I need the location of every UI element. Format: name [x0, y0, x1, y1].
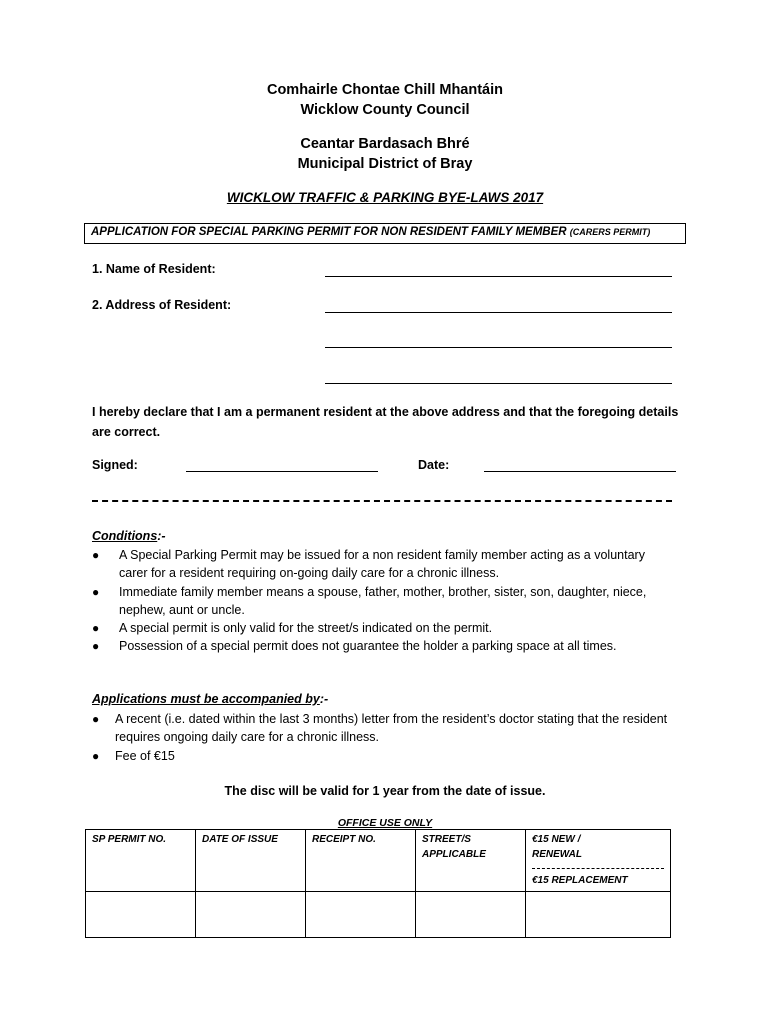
- fee-divider: [532, 868, 664, 869]
- validity-statement: The disc will be valid for 1 year from the date of issue.: [224, 784, 546, 798]
- bullet-icon: ●: [92, 748, 100, 763]
- table-row: [86, 892, 671, 938]
- receipt-no-cell[interactable]: [306, 892, 416, 938]
- resident-address-field-3[interactable]: [325, 383, 672, 384]
- date-of-issue-cell[interactable]: [196, 892, 306, 938]
- council-name-english: Wicklow County Council: [300, 102, 470, 118]
- condition-text: Immediate family member means a spouse, father, mother, brother, sister, son, daughter, niece, nephew, aunt or uncle.: [119, 584, 647, 617]
- conditions-heading: [92, 529, 166, 543]
- resident-address-field-2[interactable]: [325, 347, 672, 348]
- column-header: RECEIPT NO.: [306, 830, 416, 892]
- council-header: [0, 80, 770, 174]
- resident-address-field-1[interactable]: [325, 312, 672, 313]
- resident-address-label: 2. Address of Resident:: [92, 298, 232, 312]
- signed-label: Signed:: [92, 458, 138, 472]
- list-item: [92, 710, 672, 747]
- application-title-box: [84, 223, 686, 244]
- applications-list: [92, 710, 672, 765]
- signature-field[interactable]: [186, 471, 378, 472]
- fee-cell[interactable]: [526, 892, 671, 938]
- bullet-icon: ●: [92, 639, 100, 654]
- list-item: [92, 747, 672, 765]
- application-title: APPLICATION FOR SPECIAL PARKING PERMIT FOR NON RESIDENT FAMILY MEMBER: [91, 226, 570, 238]
- resident-name-label: 1. Name of Resident:: [92, 262, 216, 276]
- condition-text: A special permit is only valid for the street/s indicated on the permit.: [119, 621, 493, 636]
- streets-cell[interactable]: [416, 892, 526, 938]
- district-name-english: Municipal District of Bray: [297, 156, 473, 172]
- bullet-icon: ●: [92, 584, 100, 599]
- permit-no-cell[interactable]: [86, 892, 196, 938]
- column-header: SP PERMIT NO.: [86, 830, 196, 892]
- resident-name-field[interactable]: [325, 276, 672, 277]
- list-item: [92, 583, 672, 620]
- table-header-row: [86, 830, 671, 892]
- applications-suffix: :-: [319, 692, 329, 706]
- date-label: Date:: [418, 458, 450, 472]
- conditions-suffix: :-: [157, 529, 166, 543]
- condition-text: A Special Parking Permit may be issued for a non resident family member acting as a voluntary carer for a resident requiring on-going daily care for a chronic illness.: [119, 548, 645, 581]
- bullet-icon: ●: [92, 548, 100, 562]
- office-use-table: [85, 829, 671, 938]
- list-item: [92, 637, 672, 655]
- office-use-caption: OFFICE USE ONLY: [337, 817, 433, 829]
- council-name-irish: Comhairle Chontae Chill Mhantáin: [266, 82, 504, 98]
- date-field[interactable]: [484, 471, 676, 472]
- list-item: [92, 619, 672, 637]
- conditions-list: [92, 546, 672, 656]
- bullet-icon: ●: [92, 621, 100, 636]
- declaration-text: I hereby declare that I am a permanent resident at the above address and that the foregoing details are correct.: [92, 405, 679, 439]
- requirement-text: A recent (i.e. dated within the last 3 months) letter from the resident’s doctor stating that the resident requires ongoing daily care for a chronic illness.: [115, 712, 668, 745]
- district-name-irish: Ceantar Bardasach Bhré: [300, 136, 470, 152]
- applications-heading: [92, 692, 328, 706]
- applications-title: Applications must be accompanied by: [92, 692, 320, 706]
- byelaws-title: WICKLOW TRAFFIC & PARKING BYE-LAWS 2017: [226, 190, 544, 205]
- fee-column-header: [526, 830, 671, 892]
- fee-replacement-label: €15 REPLACEMENT: [532, 875, 628, 886]
- bullet-icon: ●: [92, 712, 100, 726]
- column-header: DATE OF ISSUE: [196, 830, 306, 892]
- conditions-title: Conditions: [92, 529, 158, 543]
- section-divider: [92, 500, 672, 502]
- column-header: STREET/S APPLICABLE: [416, 830, 526, 892]
- application-subtitle: (CARERS PERMIT): [569, 227, 651, 237]
- fee-new-label: €15 NEW /: [532, 834, 581, 845]
- condition-text: Possession of a special permit does not guarantee the holder a parking space at all times.: [119, 639, 617, 654]
- requirement-text: Fee of €15: [115, 748, 175, 763]
- list-item: [92, 546, 672, 583]
- fee-renewal-label: RENEWAL: [532, 849, 582, 860]
